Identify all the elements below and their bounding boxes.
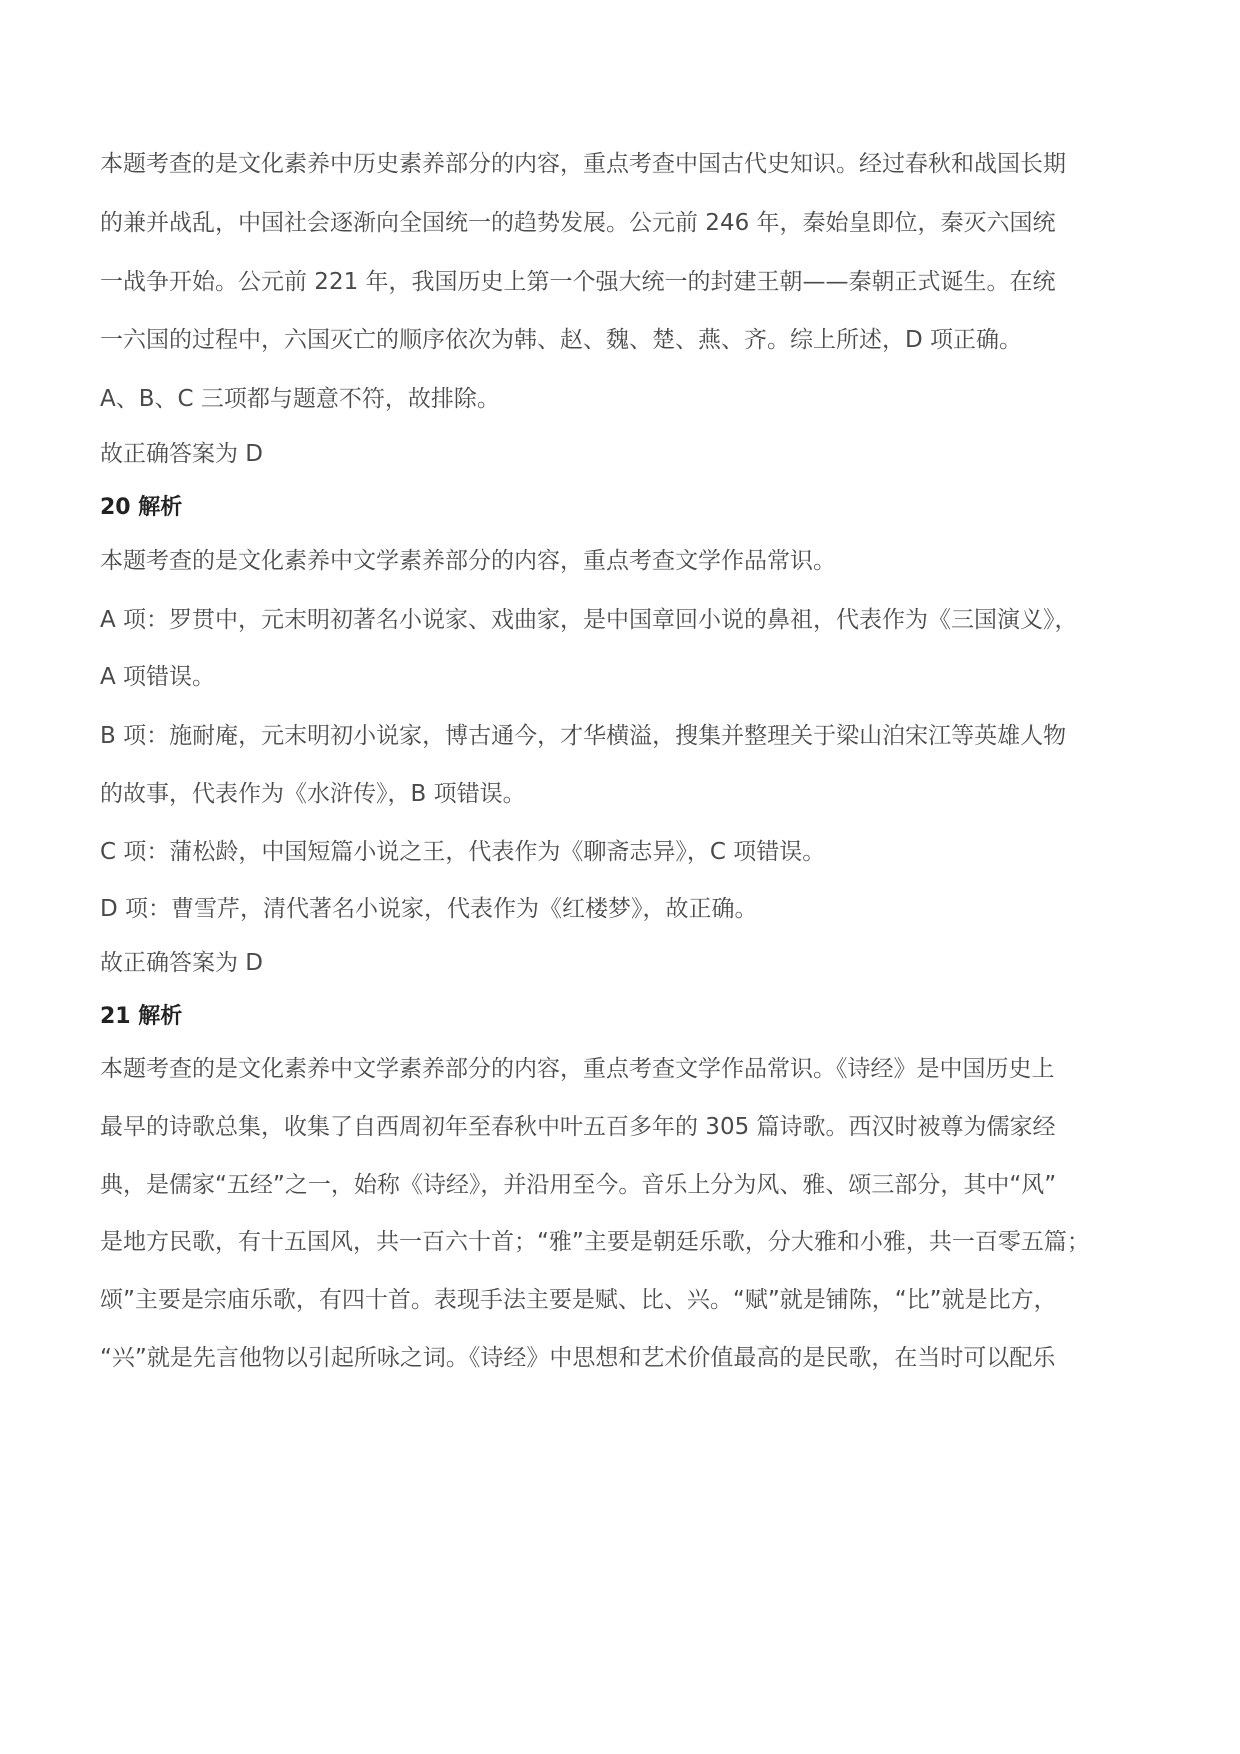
section-heading: 20 解析 [100, 495, 183, 520]
paragraph-line: “兴”就是先言他物以引起所咏之词。《诗经》中思想和艺术价值最高的是民歌，在当时可以配乐 [100, 1345, 1056, 1371]
paragraph-line: 一战争开始。公元前 221 年，我国历史上第一个强大统一的封建王朝——秦朝正式诞生。在统 [100, 269, 1056, 295]
answer-line: 故正确答案为 D [100, 950, 264, 976]
paragraph-line: 是地方民歌，有十五国风，共一百六十首；“雅”主要是朝廷乐歌，分大雅和小雅，共一百零五篇； [100, 1229, 1090, 1255]
option-c-line: C 项：蒲松龄，中国短篇小说之王，代表作为《聊斋志异》，C 项错误。 [100, 839, 826, 865]
option-b-line: B 项：施耐庵，元末明初小说家，博古通今，才华横溢，搜集并整理关于梁山泊宋江等英雄人物 [100, 723, 1067, 749]
option-d-line: D 项：曹雪芹，清代著名小说家，代表作为《红楼梦》，故正确。 [100, 896, 758, 922]
paragraph-line: 本题考查的是文化素养中历史素养部分的内容，重点考查中国古代史知识。经过春秋和战国长期 [100, 151, 1066, 177]
option-b-line: 的故事，代表作为《水浒传》，B 项错误。 [100, 781, 526, 807]
paragraph-line: 颂”主要是宗庙乐歌，有四十首。表现手法主要是赋、比、兴。“赋”就是铺陈，“比”就是比方， [100, 1287, 1057, 1313]
paragraph-line: 一六国的过程中，六国灭亡的顺序依次为韩、赵、魏、楚、燕、齐。综上所述，D 项正确。 [100, 327, 1023, 353]
paragraph-line: 典，是儒家“五经”之一，始称《诗经》，并沿用至今。音乐上分为风、雅、颂三部分，其中“风” [100, 1172, 1057, 1198]
paragraph-line: 的兼并战乱，中国社会逐渐向全国统一的趋势发展。公元前 246 年，秦始皇即位，秦灭六国统 [100, 210, 1056, 236]
answer-line: 故正确答案为 D [100, 441, 264, 467]
option-a-line: A 项：罗贯中，元末明初著名小说家、戏曲家，是中国章回小说的鼻祖，代表作为《三国演义》， [100, 607, 1078, 633]
section-heading: 21 解析 [100, 1004, 183, 1029]
option-a-line: A 项错误。 [100, 664, 216, 690]
paragraph-line: 最早的诗歌总集，收集了自西周初年至春秋中叶五百多年的 305 篇诗歌。西汉时被尊为儒家经 [100, 1114, 1056, 1140]
paragraph-line: 本题考查的是文化素养中文学素养部分的内容，重点考查文学作品常识。《诗经》是中国历史上 [100, 1056, 1055, 1082]
paragraph-line: 本题考查的是文化素养中文学素养部分的内容，重点考查文学作品常识。 [100, 548, 836, 574]
paragraph-line: A、B、C 三项都与题意不符，故排除。 [100, 386, 500, 412]
